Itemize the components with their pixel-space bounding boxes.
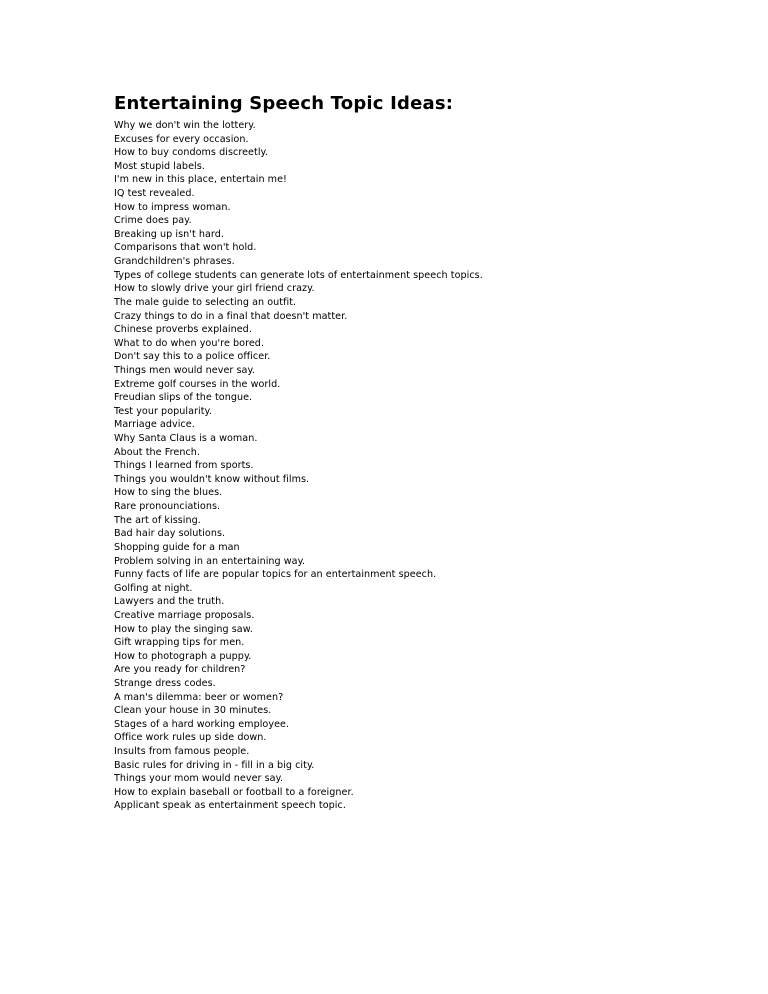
topic-item: I'm new in this place, entertain me! (114, 174, 287, 186)
topic-item: Gift wrapping tips for men. (114, 637, 245, 649)
topic-item: Breaking up isn't hard. (114, 228, 224, 240)
topic-item: Office work rules up side down. (114, 732, 267, 744)
topic-item: How to impress woman. (114, 201, 231, 213)
topic-item: Things men would never say. (114, 364, 255, 376)
topic-item: Types of college students can generate lots of entertainment speech topics. (114, 269, 483, 281)
topic-item: Bad hair day solutions. (114, 528, 226, 540)
topic-item: Marriage advice. (114, 419, 195, 431)
topic-item: Crazy things to do in a final that doesn't matter. (114, 310, 348, 322)
topic-item: Applicant speak as entertainment speech topic. (114, 800, 346, 812)
topic-item: Things your mom would never say. (114, 773, 284, 785)
topic-item: How to buy condoms discreetly. (114, 147, 268, 159)
topic-item: Shopping guide for a man (114, 541, 240, 553)
topic-item: How to slowly drive your girl friend crazy. (114, 283, 315, 295)
topic-item: Test your popularity. (114, 405, 213, 417)
topic-item: Lawyers and the truth. (114, 596, 225, 608)
topic-item: Insults from famous people. (114, 746, 250, 758)
topic-item: Funny facts of life are popular topics for an entertainment speech. (114, 569, 437, 581)
topic-item: Stages of a hard working employee. (114, 718, 290, 730)
topic-item: Basic rules for driving in - fill in a big city. (114, 759, 315, 771)
topic-item: Most stupid labels. (114, 160, 205, 172)
topic-item: Why Santa Claus is a woman. (114, 433, 258, 445)
topic-item: How to play the singing saw. (114, 623, 253, 635)
topic-item: Crime does pay. (114, 215, 192, 227)
topic-item: IQ test revealed. (114, 188, 195, 200)
topic-item: Don't say this to a police officer. (114, 351, 271, 363)
topic-item: Freudian slips of the tongue. (114, 392, 253, 404)
topic-item: Why we don't win the lottery. (114, 120, 256, 131)
document-content (114, 92, 674, 813)
topic-item: How to photograph a puppy. (114, 650, 252, 662)
topic-item: The art of kissing. (114, 514, 201, 526)
topic-item: Rare pronounciations. (114, 501, 221, 513)
topic-item: Strange dress codes. (114, 677, 216, 689)
topic-item: Things I learned from sports. (114, 460, 254, 472)
topic-item: Chinese proverbs explained. (114, 324, 252, 336)
topic-item: Grandchildren's phrases. (114, 256, 235, 268)
page-title: Entertaining Speech Topic Ideas: (114, 93, 454, 114)
topic-item: Problem solving in an entertaining way. (114, 555, 306, 567)
topic-item: How to sing the blues. (114, 487, 223, 499)
topic-item: Clean your house in 30 minutes. (114, 705, 272, 717)
topic-item: Comparisons that won't hold. (114, 242, 257, 254)
topic-item: A man's dilemma: beer or women? (114, 691, 284, 703)
topic-item: Golfing at night. (114, 582, 193, 594)
topic-item: Extreme golf courses in the world. (114, 378, 281, 390)
topic-item: Excuses for every occasion. (114, 133, 249, 145)
topic-item: Creative marriage proposals. (114, 609, 255, 621)
topic-list (114, 119, 674, 813)
topic-item: About the French. (114, 446, 200, 458)
topic-item: How to explain baseball or football to a foreigner. (114, 786, 354, 798)
topic-item: Things you wouldn't know without films. (114, 473, 310, 485)
topic-item: The male guide to selecting an outfit. (114, 296, 297, 308)
topic-item: Are you ready for children? (114, 664, 246, 676)
topic-item: What to do when you're bored. (114, 337, 265, 349)
